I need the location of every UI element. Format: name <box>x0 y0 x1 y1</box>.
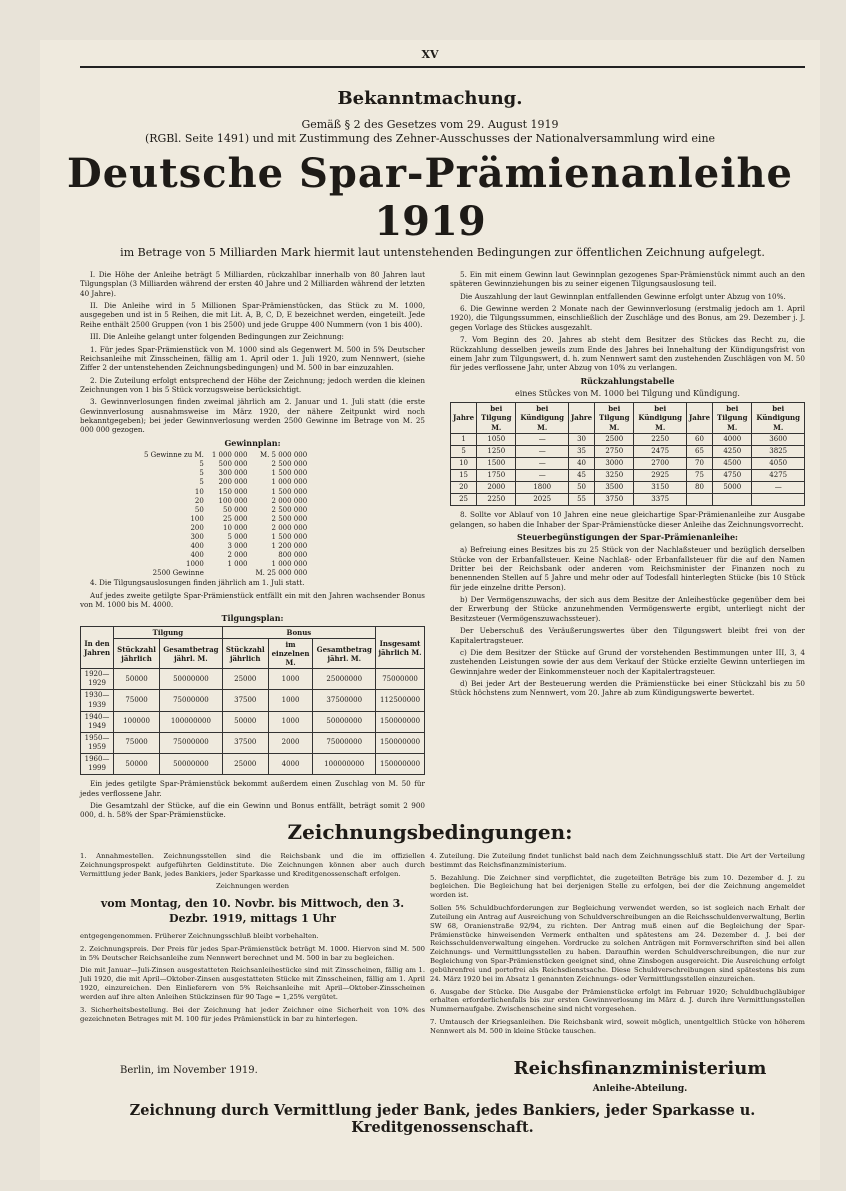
table-cell: 150000000 <box>376 732 425 753</box>
table-cell: 2 500 000 <box>271 514 308 523</box>
gewinnplan-row <box>140 478 311 487</box>
table-cell: 150000000 <box>376 711 425 732</box>
table-cell: 60 <box>686 433 712 445</box>
steuer-paragraph: Der Ueberschuß des Veräußerungswertes über den Tilgungswert bleibt frei von der Kapitalertragsteuer. <box>450 626 805 645</box>
gewinnplan-row <box>140 488 311 497</box>
ministry-department: Anleihe-Abteilung. <box>592 1084 688 1094</box>
left-paragraph: 3. Gewinnverlosungen finden zweimal jährlich am 2. Januar und 1. Juli statt (die erste Gewinnverlosung ausnahmsweise im März 1920, der nähere Zeitpunkt wird noch bekanntgegeben); bei jeder Gewinnverlosung werden 2500 Gewinne im Betrage von M. 25 000 000 gezogen. <box>80 397 425 435</box>
table-cell: 5 <box>199 478 204 487</box>
ministry-name: Reichsfinanzministerium <box>513 1058 767 1079</box>
table-cell: 500 000 <box>218 460 248 469</box>
tilgung-row <box>81 711 425 732</box>
table-cell: M. 5 000 000 <box>259 451 308 460</box>
left-paragraph: Ein jedes getilgte Spar-Prämienstück bekommt außerdem einen Zuschlag von M. 50 für jedes verflossene Jahr. <box>80 779 425 798</box>
table-cell: 4050 <box>752 457 805 469</box>
table-cell <box>752 494 805 506</box>
th-gesamt2: Gesamtbetrag jährl. M. <box>313 639 376 669</box>
table-cell: — <box>516 469 569 481</box>
th-kuend: bei Kündigung M. <box>516 403 569 433</box>
table-cell: 1250 <box>477 445 516 457</box>
table-cell: 25 000 <box>222 514 248 523</box>
table-cell: 2 500 000 <box>271 505 308 514</box>
table-cell: 40 <box>568 457 594 469</box>
zeichnungs-heading: Zeichnungsbedingungen: <box>287 820 573 844</box>
right-paragraph: Die Auszahlung der laut Gewinnplan entfallenden Gewinne erfolgt unter Abzug von 10%. <box>460 291 786 301</box>
table-cell: 300 <box>190 532 204 541</box>
table-cell: 20 <box>194 496 204 505</box>
table-cell: 1000 <box>268 711 313 732</box>
th-tilg: bei Tilgung M. <box>595 403 634 433</box>
th-gesamt: Gesamtbetrag jährl. M. <box>160 639 223 669</box>
th-tilgung: Tilgung <box>114 626 223 638</box>
table-cell: 65 <box>686 445 712 457</box>
table-cell: 2250 <box>477 494 516 506</box>
zb-paragraph: 1. Annahmestellen. Zeichnungsstellen sind die Reichsbank und die im offiziellen Zeichnungsprospekt aufgeführten Geldinstitute. Die Zeichnungen können aber auch durch Vermittlung jeder Bank, jedes Bankiers, jeder Sparkasse und Kreditgenossenschaft erfolgen. <box>80 852 425 878</box>
table-cell: 1940—1949 <box>81 711 114 732</box>
table-cell: 50000 <box>114 754 160 775</box>
table-cell: 400 <box>190 542 204 551</box>
th-stueck: Stückzahl jährlich <box>114 639 160 669</box>
table-cell: 4750 <box>713 469 752 481</box>
th-jahre: Jahre <box>451 403 477 433</box>
table-cell: 50 000 <box>222 505 248 514</box>
th-jahre: Jahre <box>568 403 594 433</box>
left-paragraph: 2. Die Zuteilung erfolgt entsprechend der Höhe der Zeichnung; jedoch werden die kleinen Zeichnungen von 1 bis 5 Stück vorzugsweise berücksichtigt. <box>80 375 425 394</box>
rueck-row <box>451 433 805 445</box>
rueck-subtitle: eines Stückes von M. 1000 bei Tilgung und Kündigung. <box>515 388 740 398</box>
table-cell: 1 500 000 <box>271 532 308 541</box>
rueck-row <box>451 482 805 494</box>
table-cell: 25000 <box>222 669 268 690</box>
table-cell: 75000 <box>114 690 160 711</box>
table-cell: 100 000 <box>218 496 248 505</box>
left-paragraph: 1. Für jedes Spar-Prämienstück von M. 1000 sind als Gegenwert M. 500 in 5% Deutscher Reichsanleihe mit Zinsscheinen, fällig am 1. April oder 1. Juli 1920, zum Nennwert, (siehe Ziffer 2 der untenstehenden Zeichnungsbedingungen) und M. 500 in bar einzuzahlen. <box>80 344 425 373</box>
gewinnplan-row <box>140 569 311 578</box>
th-kuend: bei Kündigung M. <box>634 403 687 433</box>
berlin-date: Berlin, im November 1919. <box>120 1065 258 1076</box>
table-cell: 1 000 000 <box>271 560 308 569</box>
table-cell: 1 200 000 <box>271 542 308 551</box>
table-cell: 1 000 000 <box>211 451 248 460</box>
zb-paragraph: 6. Ausgabe der Stücke. Die Ausgabe der Prämienstücke erfolgt im Februar 1920; Schuldbuchgläubiger erhalten erforderlichenfalls bis zur ersten Gewinnverlosung im März d. J. durch ihre Vermittlungsstellen Nummernaufgabe. Zwischenscheine sind nicht vorgesehen. <box>430 987 805 1014</box>
table-cell: 5 Gewinne zu M. <box>144 451 204 460</box>
table-cell: 20 <box>451 482 477 494</box>
gewinnplan-row <box>140 551 311 560</box>
table-cell: 10 <box>451 457 477 469</box>
table-cell: 15 <box>451 469 477 481</box>
zb-left-column <box>80 852 425 1027</box>
table-cell: 10 <box>194 487 204 496</box>
table-cell: 5 <box>451 445 477 457</box>
table-cell: — <box>752 482 805 494</box>
table-cell: 1 500 000 <box>271 487 308 496</box>
table-cell: 100000000 <box>313 754 376 775</box>
th-tilg: bei Tilgung M. <box>713 403 752 433</box>
zb-right-column <box>430 852 805 1040</box>
table-cell: 50000 <box>114 669 160 690</box>
th-tilg: bei Tilgung M. <box>477 403 516 433</box>
gewinnplan-row <box>140 542 311 551</box>
gewinnplan-table <box>140 451 311 578</box>
table-cell: 2925 <box>634 469 687 481</box>
right-column <box>450 270 805 701</box>
table-cell: 5 <box>199 460 204 469</box>
gewinnplan-row <box>140 560 311 569</box>
table-cell: — <box>516 445 569 457</box>
table-cell: 50000 <box>222 711 268 732</box>
table-cell <box>713 494 752 506</box>
steuer-paragraph: c) Die dem Besitzer der Stücke auf Grund der vorstehenden Bestimmungen unter III, 3, 4 zustehenden Leistungen sowie der aus dem Verkauf der Stücke erzielte Gewinn unterliegen im Gewinnjahre weder der Einkommensteuer noch der Kapitalertragsteuer. <box>450 647 805 676</box>
right-paragraph: 5. Ein mit einem Gewinn laut Gewinnplan gezogenes Spar-Prämienstück nimmt auch an den späteren Gewinnziehungen bis zu seiner eigenen Tilgungsauslosung teil. <box>450 270 805 289</box>
rueck-row <box>451 469 805 481</box>
table-cell: 200 <box>190 523 204 532</box>
th-stueck2: Stückzahl jährlich <box>222 639 268 669</box>
page-number: XV <box>421 48 439 61</box>
left-paragraph: Die Gesamtzahl der Stücke, auf die ein Gewinn und Bonus entfällt, beträgt somit 2 900 000, d. h. 58% der Spar-Prämienstücke. <box>80 800 425 820</box>
table-cell: 4000 <box>268 754 313 775</box>
table-cell: 100 <box>190 514 204 523</box>
left-paragraph: Auf jedes zweite getilgte Spar-Prämienstück entfällt ein mit den Jahren wachsender Bonus von M. 1000 bis M. 4000. <box>80 590 425 610</box>
table-cell: 300 000 <box>218 469 248 478</box>
table-cell: 75 <box>686 469 712 481</box>
table-cell: 150 000 <box>218 487 248 496</box>
gewinnplan-row <box>140 451 311 460</box>
table-cell: 3150 <box>634 482 687 494</box>
gewinnplan-title: Gewinnplan: <box>224 437 281 448</box>
zb-paragraph: 5. Bezahlung. Die Zeichner sind verpflichtet, die zugeteilten Beträge bis zum 10. Dezember d. J. zu begleichen. Die Begleichung hat bei derjenigen Stelle zu erfolgen, bei der die Zeichnung angemeldet worden ist. <box>430 873 805 900</box>
table-cell: 80 <box>686 482 712 494</box>
table-cell: 75000000 <box>160 690 223 711</box>
table-cell: 50000000 <box>160 754 223 775</box>
table-cell <box>686 494 712 506</box>
table-cell: 50 <box>568 482 594 494</box>
table-cell: 25000000 <box>313 669 376 690</box>
table-cell: 3375 <box>634 494 687 506</box>
table-cell: 4275 <box>752 469 805 481</box>
table-cell: 50 <box>194 505 204 514</box>
steuer-paragraph: a) Befreiung eines Besitzes bis zu 25 Stück von der Nachlaßsteuer und bezüglich derselben Stücke von der Erbanfallsteuer. Keine Nachlaß- oder Erbanfallsteuer für die auf den Namen Dritter bei der Reichsbank oder anderen vom Reichsminister der Finanzen noch zu benennenden Stellen auf 5 Jahre und mehr oder auf Todesfall hinterlegten Stücke (bis 10 Stück für jede einzelne dritte Person). <box>450 545 805 592</box>
table-cell: 1 <box>451 433 477 445</box>
heading: Bekanntmachung. <box>337 88 523 109</box>
zb-paragraph: Zeichnungen werden <box>216 882 289 891</box>
table-cell: 2250 <box>634 433 687 445</box>
th-jahre: Jahre <box>686 403 712 433</box>
zb-paragraph: Die mit Januar—Juli-Zinsen ausgestatteten Reichsanleihestücke sind mit Zinsscheinen, fällig am 1. Juli 1920, die mit April—Oktober-Zinsen ausgestatteten Stücke mit Zinsscheinen, fällig am 1. April 1920, einzureichen. Den Einlieferern von 5% Reichsanleihe mit April—Oktober-Zinsscheinen werden auf ihre alten Anleihen Stückzinsen für 90 Tage = 1,25% vergütet. <box>80 966 425 1001</box>
table-cell: 800 000 <box>278 551 308 560</box>
gewinnplan-row <box>140 497 311 506</box>
steuer-paragraph: b) Der Vermögenszuwachs, der sich aus dem Besitze der Anleihestücke gegenüber dem bei der Erwerbung der Stücke anzunehmenden Vermögenswerte ergibt, unterliegt nicht der Besitzsteuer (Vermögenszuwachssteuer). <box>450 595 805 623</box>
right-paragraph: 7. Vom Beginn des 20. Jahres ab steht dem Besitzer des Stückes das Recht zu, die Rückzahlung desselben jeweils zum Ende des Jahres bei Innehaltung der Kündigungsfrist von einem Jahr zum Tilgungswert, d. h. zum Nennwert samt den zustehenden Zuschlägen von M. 50 für jedes verflossene Jahr, unter Abzug von 10% zu verlangen. <box>450 335 805 373</box>
right-paragraph: 8. Sollte vor Ablauf von 10 Jahren eine neue gleichartige Spar-Prämienanleihe zur Ausgabe gelangen, so haben die Inhaber der Spar-Prämienstücke dieser Anleihe das Zeichnungsvorrecht. <box>450 510 805 529</box>
table-cell: 2000 <box>268 732 313 753</box>
rueck-row <box>451 494 805 506</box>
zb-date: vom Montag, den 10. Novbr. bis Mittwoch, den 3. Dezbr. 1919, mittags 1 Uhr <box>100 897 405 925</box>
zb-paragraph: 3. Sicherheitsbestellung. Bei der Zeichnung hat jeder Zeichner eine Sicherheit von 10% des gezeichneten Betrages mit M. 100 für jedes Prämienstück in bar zu hinterlegen. <box>80 1005 425 1023</box>
steuer-title: Steuerbegünstigungen der Spar-Prämienanleihe: <box>517 531 738 542</box>
table-cell: 45 <box>568 469 594 481</box>
table-cell: 1000 <box>268 690 313 711</box>
left-paragraph: 4. Die Tilgungsauslosungen finden jährlich am 1. Juli statt. <box>90 578 305 588</box>
title-year: 1919 <box>374 198 486 245</box>
intro-line-2: (RGBl. Seite 1491) und mit Zustimmung des Zehner-Ausschusses der Nationalversammlung wird eine <box>144 132 716 145</box>
table-cell: 1000 <box>268 669 313 690</box>
left-paragraph: III. Die Anleihe gelangt unter folgenden Bedingungen zur Zeichnung: <box>90 332 344 342</box>
table-cell: 2700 <box>634 457 687 469</box>
tilgung-row <box>81 669 425 690</box>
table-cell: 50000000 <box>160 669 223 690</box>
table-cell: 4000 <box>713 433 752 445</box>
table-cell: 1 000 000 <box>271 478 308 487</box>
table-cell: 10 000 <box>222 523 248 532</box>
table-cell: 1050 <box>477 433 516 445</box>
table-cell: 3600 <box>752 433 805 445</box>
table-cell: 37500000 <box>313 690 376 711</box>
tilgung-row <box>81 754 425 775</box>
table-cell: 1800 <box>516 482 569 494</box>
table-cell: 30 <box>568 433 594 445</box>
steuer-paragraph: d) Bei jeder Art der Besteuerung werden die Prämienstücke bei einer Stückzahl bis zu 50 Stück höchstens zum Nennwert, vom 20. Jahre ab zum Kündigungswerte bewertet. <box>450 679 805 698</box>
table-cell: 1500 <box>477 457 516 469</box>
table-cell: 70 <box>686 457 712 469</box>
table-cell: 50000000 <box>313 711 376 732</box>
gewinnplan-row <box>140 506 311 515</box>
table-cell: 37500 <box>222 732 268 753</box>
table-cell: 2025 <box>516 494 569 506</box>
table-cell: 4250 <box>713 445 752 457</box>
betrag-line: im Betrage von 5 Milliarden Mark hiermit laut untenstehenden Bedingungen zur öffentlichen Zeichnung aufgelegt. <box>120 246 765 259</box>
table-cell: 5 000 <box>227 532 248 541</box>
table-cell: 1960—1999 <box>81 754 114 775</box>
table-cell: 3000 <box>595 457 634 469</box>
tilgung-row <box>81 732 425 753</box>
table-cell: 3750 <box>595 494 634 506</box>
rueck-table <box>450 402 805 506</box>
right-paragraph: 6. Die Gewinne werden 2 Monate nach der Gewinnverlosung (erstmalig jedoch am 1. April 1920), die Tilgungssummen, einschließlich der Zuschläge und des Bonus, am 29. Dezember j. J. gegen Vorlage des Stückes ausgezahlt. <box>450 304 805 332</box>
rueck-row <box>451 457 805 469</box>
gewinnplan-row <box>140 533 311 542</box>
table-cell: 55 <box>568 494 594 506</box>
header-rule <box>80 66 805 68</box>
table-cell: 3 000 <box>227 542 248 551</box>
table-cell: 5 <box>199 469 204 478</box>
table-cell: — <box>516 457 569 469</box>
table-cell: 25000 <box>222 754 268 775</box>
th-years: In den Jahren <box>81 626 114 668</box>
th-kuend: bei Kündigung M. <box>752 403 805 433</box>
table-cell: 1 000 <box>227 560 248 569</box>
table-cell: 2 000 <box>227 551 248 560</box>
th-bonus: Bonus <box>222 626 375 638</box>
table-cell: 1750 <box>477 469 516 481</box>
zb-paragraph: entgegengenommen. Früherer Zeichnungsschluß bleibt vorbehalten. <box>80 931 319 940</box>
gewinnplan-row <box>140 460 311 469</box>
table-cell: 35 <box>568 445 594 457</box>
zb-paragraph: Sollen 5% Schuldbuchforderungen zur Begleichung verwendet werden, so ist sogleich nach Erhalt der Zuteilung ein Antrag auf Ausreichung von Schuldverschreibungen an die Reichsschuldenverwaltung, Berlin SW 68, Oranienstraße 92/94, zu richten. Der Antrag muß einen auf die Begleichung der Spar-Prämienstücke hinweisenden Vermerk enthalten und spätestens am 24. Dezember d. J. bei der Reichsschuldenverwaltung eingehen. Vordrucke zu solchen Anträgen mit Formverschriften sind bei allen Zeichnungs- und Vermittlungsstellen zu haben. Daraufhin werden Schuldverschreibungen, die nur zur Begleichung von Spar-Prämienstücken geeignet sind, ohne Zinsbogen ausgereicht. Die Ausreichung erfolgt gebührenfrei und portofrei als Reichsdienstsache. Diese Schuldverschreibungen sind spätestens bis zum 24. März 1920 bei im Absatz 1 genannten Zeichnungs- oder Vermittlungsstellen einzureichen. <box>430 904 805 983</box>
left-column <box>80 270 425 823</box>
table-cell: 2500 <box>595 433 634 445</box>
table-cell: 75000 <box>114 732 160 753</box>
th-total: Insgesamt jährlich M. <box>376 626 425 668</box>
tilgung-row <box>81 690 425 711</box>
table-cell: 3250 <box>595 469 634 481</box>
tilgungsplan-title: Tilgungsplan: <box>221 612 284 623</box>
table-cell: 400 <box>190 551 204 560</box>
table-cell: 3500 <box>595 482 634 494</box>
table-cell <box>208 569 252 578</box>
footer-line: Zeichnung durch Vermittlung jeder Bank, jedes Bankiers, jeder Sparkasse u. Kreditgenossenschaft. <box>129 1102 756 1136</box>
table-cell: 150000000 <box>376 754 425 775</box>
left-paragraph: II. Die Anleihe wird in 5 Millionen Spar-Prämienstücken, das Stück zu M. 1000, ausgegeben und ist in 5 Reihen, die mit Lit. A, B, C, D, E bezeichnet werden, eingeteilt. Jede Reihe enthält 2500 Gruppen (von 1 bis 2500) und jede Gruppe 400 Nummern (von 1 bis 400). <box>80 301 425 329</box>
table-cell: M. 25 000 000 <box>255 569 308 578</box>
table-cell: 1000 <box>186 560 204 569</box>
tilgungsplan-table <box>80 626 425 775</box>
table-cell: 112500000 <box>376 690 425 711</box>
zb-paragraph: 7. Umtausch der Kriegsanleihen. Die Reichsbank wird, soweit möglich, unentgeltlich Stücke von höherem Nennwert als M. 500 in kleine Stücke tauschen. <box>430 1018 805 1035</box>
table-cell: 200 000 <box>218 478 248 487</box>
table-cell: 75000000 <box>160 732 223 753</box>
table-cell: 2 000 000 <box>271 496 308 505</box>
table-cell: 37500 <box>222 690 268 711</box>
table-cell: 75000000 <box>376 669 425 690</box>
rueck-row <box>451 445 805 457</box>
table-cell: 2 000 000 <box>271 523 308 532</box>
gewinnplan-row <box>140 524 311 533</box>
th-einzel: im einzelnen M. <box>268 639 313 669</box>
rueck-title: Rückzahlungstabelle <box>580 375 675 386</box>
table-cell: 2750 <box>595 445 634 457</box>
table-cell: 2475 <box>634 445 687 457</box>
gewinnplan-row <box>140 515 311 524</box>
table-cell: — <box>516 433 569 445</box>
gewinnplan-row <box>140 469 311 478</box>
table-cell: 2000 <box>477 482 516 494</box>
table-cell: 4500 <box>713 457 752 469</box>
table-cell: 1930—1939 <box>81 690 114 711</box>
zb-paragraph: 2. Zeichnungspreis. Der Preis für jedes Spar-Prämienstück beträgt M. 1000. Hiervon sind M. 500 in 5% Deutscher Reichsanleihe zum Nennwert berechnet und M. 500 in bar zu begleichen. <box>80 944 425 962</box>
table-cell: 25 <box>451 494 477 506</box>
intro-line-1: Gemäß § 2 des Gesetzes vom 29. August 1919 <box>301 118 559 131</box>
table-cell: 2500 Gewinne <box>152 569 204 578</box>
main-title: Deutsche Spar-Prämienanleihe <box>67 150 793 197</box>
table-cell: 1 500 000 <box>271 469 308 478</box>
table-cell: 2 500 000 <box>271 460 308 469</box>
table-cell: 1920—1929 <box>81 669 114 690</box>
left-paragraph: I. Die Höhe der Anleihe beträgt 5 Milliarden, rückzahlbar innerhalb von 80 Jahren laut Tilgungsplan (3 Milliarden während der ersten 40 Jahre und 2 Milliarden während der letzten 40 Jahre). <box>80 270 425 298</box>
table-cell: 100000 <box>114 711 160 732</box>
table-cell: 3825 <box>752 445 805 457</box>
table-cell: 1950—1959 <box>81 732 114 753</box>
document-page <box>40 40 820 1180</box>
table-cell: 75000000 <box>313 732 376 753</box>
table-cell: 5000 <box>713 482 752 494</box>
zb-paragraph: 4. Zuteilung. Die Zuteilung findet tunlichst bald nach dem Zeichnungsschluß statt. Die Art der Verteilung bestimmt das Reichsfinanzministerium. <box>430 852 805 869</box>
table-cell: 100000000 <box>160 711 223 732</box>
